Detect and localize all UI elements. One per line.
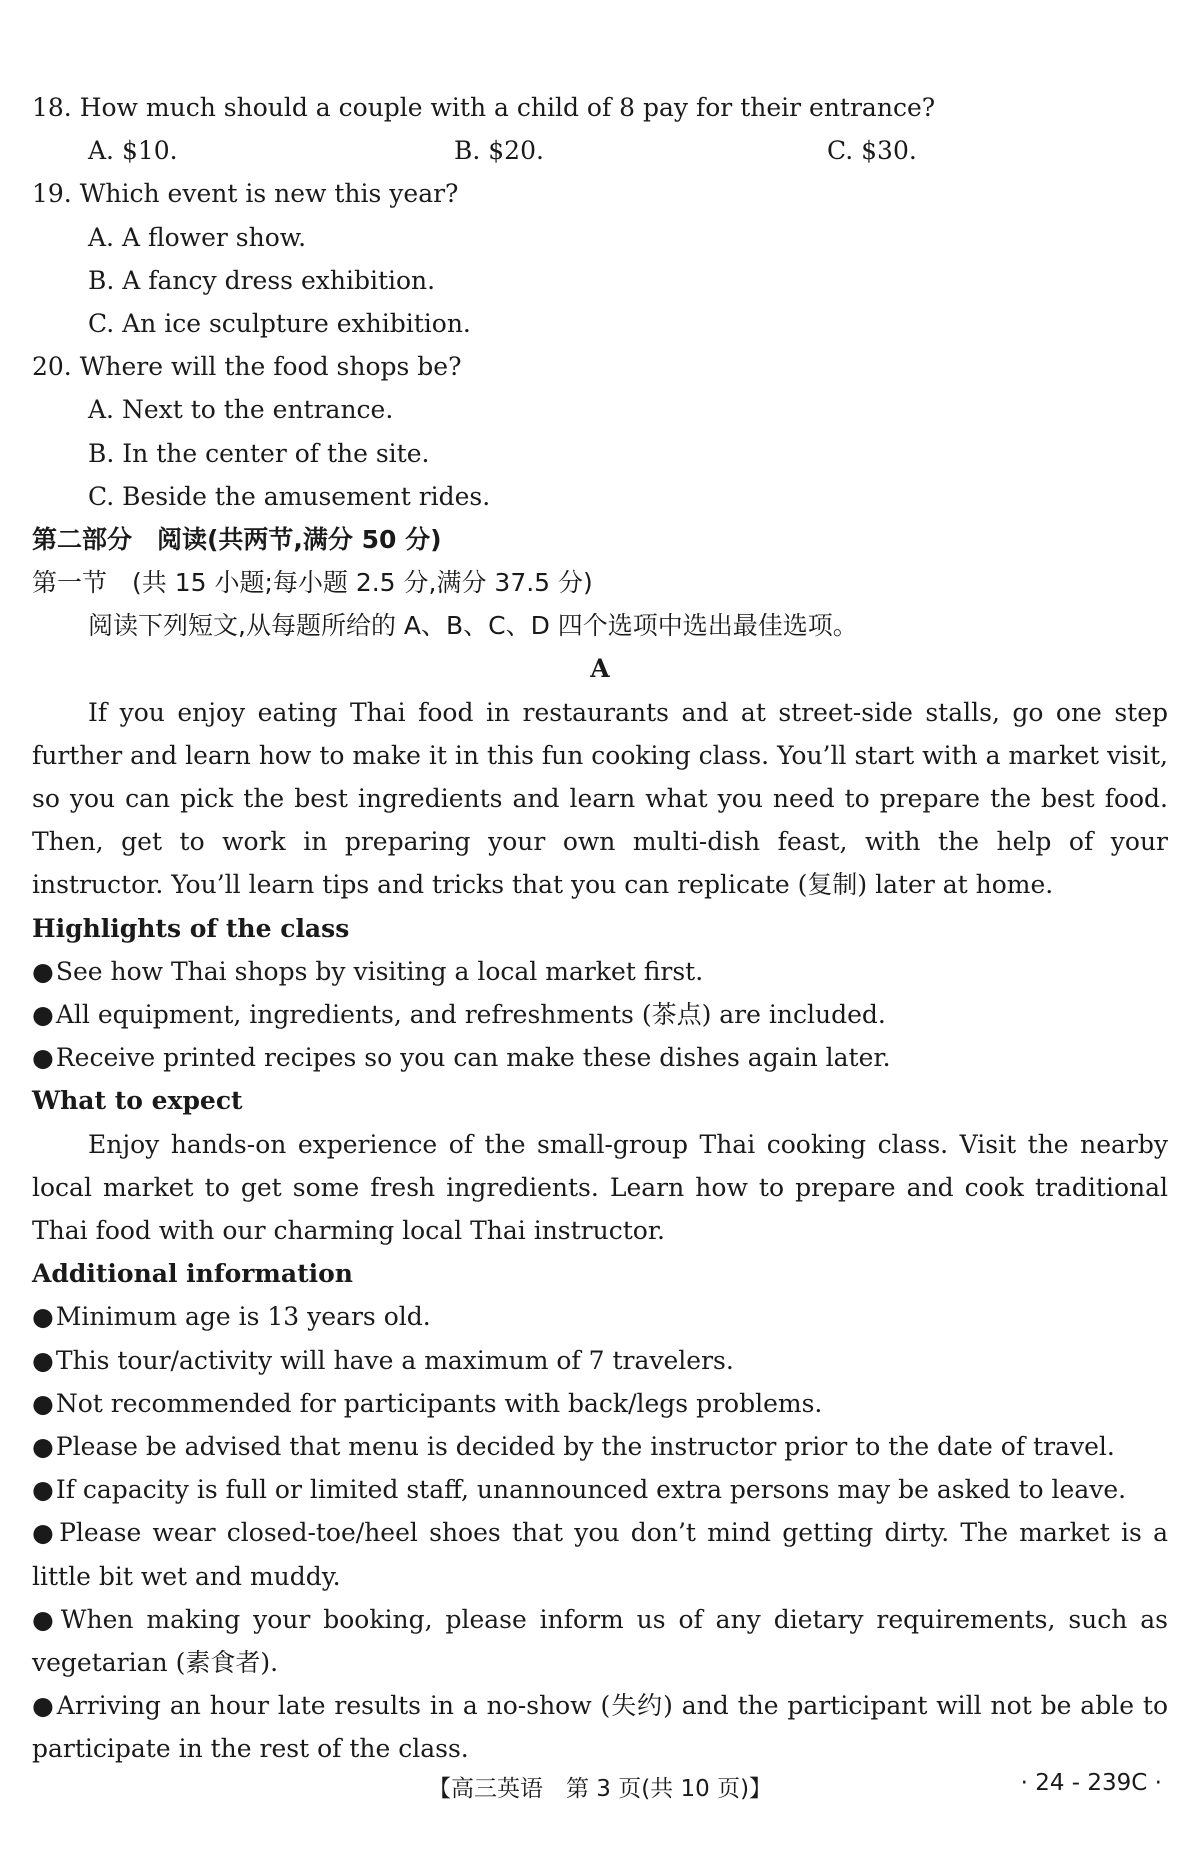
additional-heading: Additional information — [32, 1259, 353, 1289]
list-item: ●See how Thai shops by visiting a local market first. — [32, 956, 704, 986]
option-b: B. A fancy dress exhibition. — [88, 265, 436, 295]
list-item: ●When making your booking, please inform us of any dietary requirements, such as vegetarian (素食者). — [32, 1604, 1168, 1678]
passage-letter: A — [590, 654, 610, 684]
list-item: ●Not recommended for participants with back/legs problems. — [32, 1388, 823, 1418]
option-c: C. An ice sculpture exhibition. — [88, 308, 471, 338]
list-item: ●Please wear closed-toe/heel shoes that you don’t mind getting dirty. The market is a little bit wet and muddy. — [32, 1518, 1168, 1591]
bullet-icon: ● — [32, 1000, 54, 1030]
option-c: C. $30. — [827, 136, 917, 166]
question-19: 19. Which event is new this year? — [32, 179, 459, 209]
passage-intro: If you enjoy eating Thai food in restaurants and at street-side stalls, go one step further and learn how to make it in this fun cooking class. You’ll start with a market visit, so you can pick the best ingredients and learn what you need to prepare the best food. Then, get to work in preparing your own multi-dish feast, with the help of your instructor. You’ll learn tips and tricks that you can replicate (复制) later at home. — [32, 697, 1168, 900]
bullet-icon: ● — [32, 1518, 58, 1548]
highlights-heading: Highlights of the class — [32, 913, 350, 943]
bullet-icon: ● — [32, 1043, 54, 1073]
question-20: 20. Where will the food shops be? — [32, 352, 462, 382]
expect-heading: What to expect — [32, 1086, 243, 1116]
list-item: ●Receive printed recipes so you can make these dishes again later. — [32, 1043, 891, 1073]
question-18-options — [32, 129, 1168, 172]
bullet-icon: ● — [32, 956, 54, 986]
expect-text: Enjoy hands-on experience of the small-group Thai cooking class. Visit the nearby local market to get some fresh ingredients. Learn how to prepare and cook traditional Thai food with our charming local Thai instructor. — [32, 1129, 1168, 1246]
list-item: ●Please be advised that menu is decided by the instructor prior to the date of travel. — [32, 1432, 1115, 1462]
option-b: B. In the center of the site. — [88, 438, 430, 468]
page-number: 【高三英语 第 3 页(共 10 页)】 — [427, 1776, 773, 1802]
list-item: ●Minimum age is 13 years old. — [32, 1302, 431, 1332]
option-b: B. $20. — [454, 136, 544, 166]
bullet-icon: ● — [32, 1302, 54, 1332]
option-a: A. $10. — [88, 136, 178, 166]
bullet-icon: ● — [32, 1475, 54, 1505]
bullet-icon: ● — [32, 1388, 54, 1418]
option-a: A. Next to the entrance. — [88, 395, 394, 425]
section-one-heading: 第一节 (共 15 小题;每小题 2.5 分,满分 37.5 分) — [32, 568, 593, 598]
list-item: ●If capacity is full or limited staff, unannounced extra persons may be asked to leave. — [32, 1475, 1127, 1505]
list-item: ●Arriving an hour late results in a no-show (失约) and the participant will not be able to participate in the rest of the class. — [32, 1691, 1168, 1764]
list-item: ●All equipment, ingredients, and refreshments (茶点) are included. — [32, 1000, 886, 1030]
exam-page — [32, 86, 1168, 1771]
exam-code: · 24 - 239C · — [1020, 1770, 1162, 1796]
option-c: C. Beside the amusement rides. — [88, 481, 491, 511]
bullet-icon: ● — [32, 1345, 54, 1375]
bullet-icon: ● — [32, 1432, 54, 1462]
bullet-icon: ● — [32, 1604, 59, 1634]
part-two-heading: 第二部分 阅读(共两节,满分 50 分) — [32, 524, 442, 554]
reading-instruction: 阅读下列短文,从每题所给的 A、B、C、D 四个选项中选出最佳选项。 — [88, 611, 858, 641]
bullet-icon: ● — [32, 1691, 55, 1721]
list-item: ●This tour/activity will have a maximum of 7 travelers. — [32, 1345, 734, 1375]
question-18: 18. How much should a couple with a child of 8 pay for their entrance? — [32, 93, 936, 122]
option-a: A. A flower show. — [88, 222, 307, 252]
